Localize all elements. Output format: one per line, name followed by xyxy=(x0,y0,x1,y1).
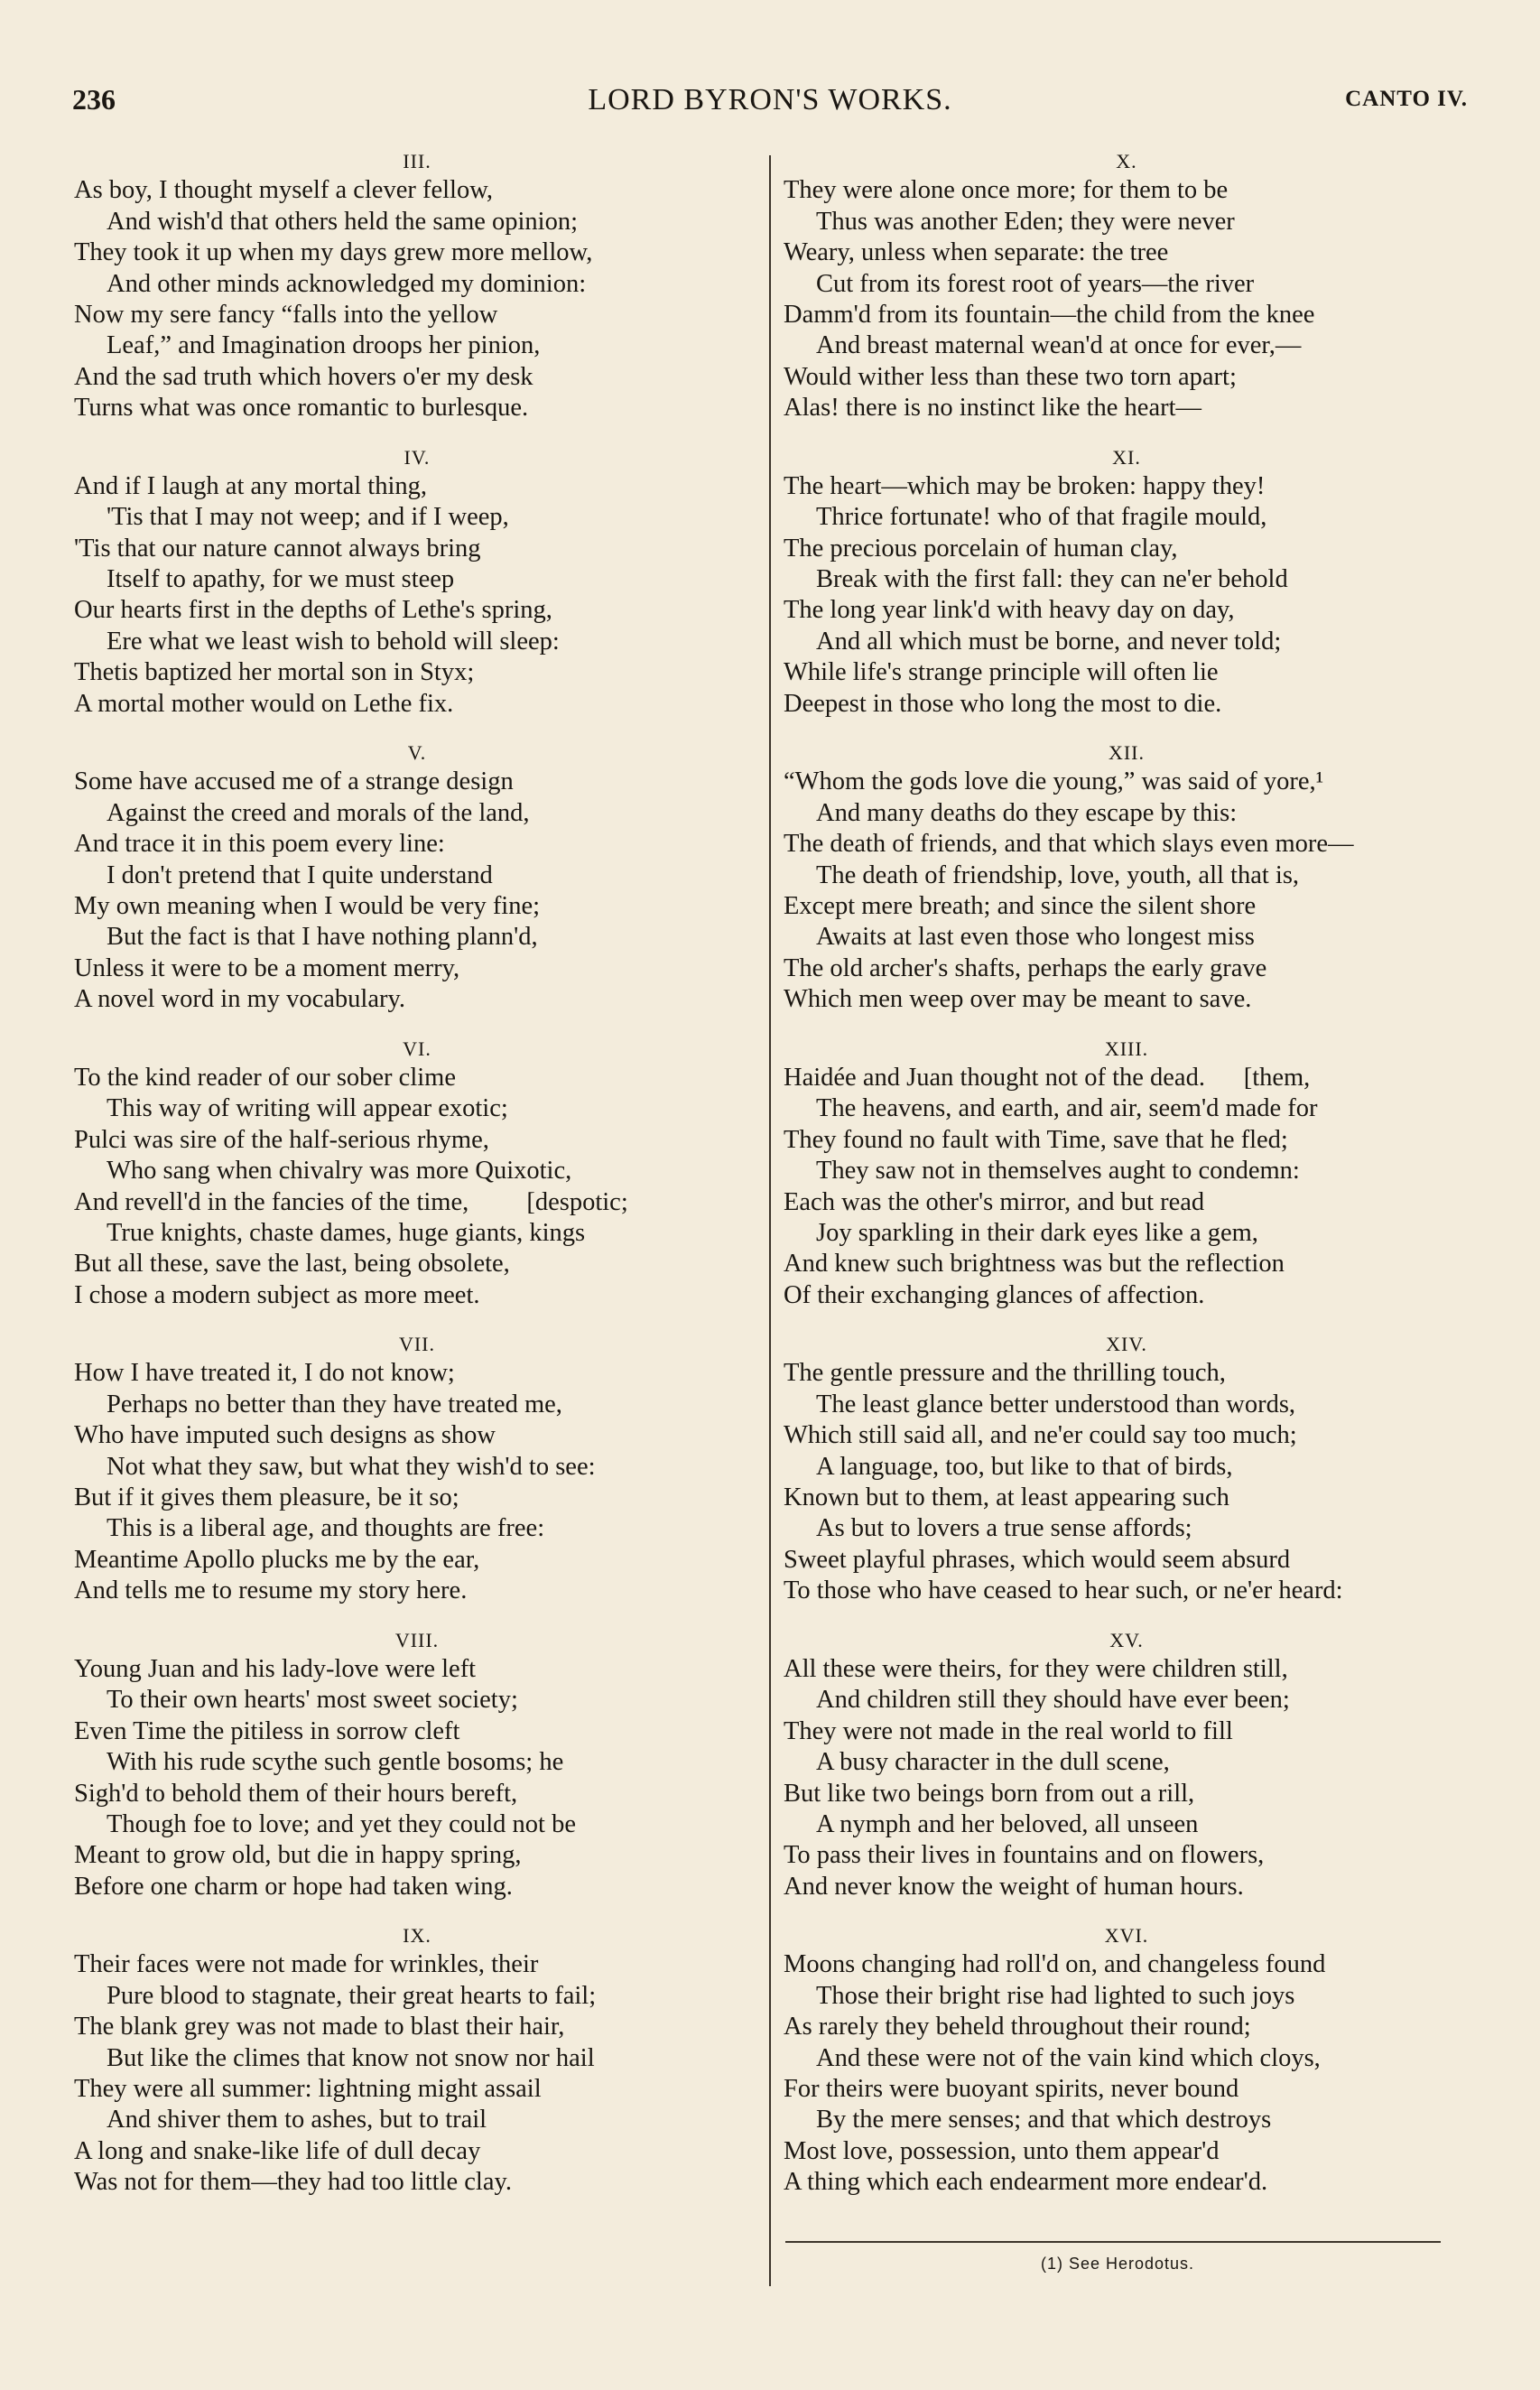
verse-line: The old archer's shafts, perhaps the early grave xyxy=(784,953,1267,982)
verse-line: Perhaps no better than they have treated me, xyxy=(107,1390,562,1418)
verse-line: And all which must be borne, and never told; xyxy=(816,627,1282,656)
canto-label: CANTO IV. xyxy=(1345,87,1468,111)
verse-line: Leaf,” and Imagination droops her pinion, xyxy=(107,331,541,360)
verse-line: They were not made in the real world to fill xyxy=(784,1716,1233,1745)
verse-line: All these were theirs, for they were children still, xyxy=(784,1654,1288,1683)
verse-line: Would wither less than these two torn apart; xyxy=(784,362,1237,391)
stanza-gap xyxy=(784,1902,1470,1919)
verse-line: Known but to them, at least appearing such xyxy=(784,1483,1229,1512)
verse-line: Not what they saw, but what they wish'd to see: xyxy=(107,1452,596,1481)
verse-line: I chose a modern subject as more meet. xyxy=(74,1280,480,1309)
verse-line: The death of friendship, love, youth, all that is, xyxy=(816,860,1300,889)
verse-line: Except mere breath; and since the silent shore xyxy=(784,891,1257,920)
stanza-gap xyxy=(784,424,1470,441)
verse-line: Joy sparkling in their dark eyes like a gem, xyxy=(816,1218,1258,1247)
verse-line: A mortal mother would on Lethe fix. xyxy=(74,689,454,718)
verse-line: As rarely they beheld throughout their round; xyxy=(784,2013,1251,2041)
verse-line: Thrice fortunate! who of that fragile mould, xyxy=(816,503,1267,532)
verse-line: A nymph and her beloved, all unseen xyxy=(816,1809,1199,1838)
verse-line: Which men weep over may be meant to save. xyxy=(784,985,1252,1014)
verse-line: And tells me to resume my story here. xyxy=(74,1576,468,1605)
stanza-number: X. xyxy=(1116,150,1137,172)
verse-line: Weary, unless when separate: the tree xyxy=(784,238,1169,267)
stanza xyxy=(784,1902,1470,2199)
stanza-gap xyxy=(74,1902,760,1919)
verse-line: The death of friends, and that which slays even more— xyxy=(784,830,1354,859)
stanza-gap xyxy=(74,1016,760,1032)
stanza-number: XV. xyxy=(1109,1628,1144,1651)
verse-line: Which still said all, and ne'er could say too much; xyxy=(784,1421,1297,1450)
verse-line: Who sang when chivalry was more Quixotic, xyxy=(107,1157,572,1186)
verse-line: Deepest in those who long the most to die. xyxy=(784,689,1222,718)
verse-line: I don't pretend that I quite understand xyxy=(107,860,493,889)
verse-line: And wish'd that others held the same opinion; xyxy=(107,207,579,236)
stanza-number: XVI. xyxy=(1104,1924,1149,1948)
verse-line: The precious porcelain of human clay, xyxy=(784,534,1178,563)
verse-line: Thus was another Eden; they were never xyxy=(816,207,1235,236)
footnote: (1) See Herodotus. xyxy=(1040,2255,1195,2273)
verse-line: Break with the first fall: they can ne'er behold xyxy=(816,565,1288,594)
verse-line: But like the climes that know not snow nor hail xyxy=(107,2043,595,2072)
verse-line: Awaits at last even those who longest miss xyxy=(816,923,1255,952)
verse-line: Most love, possession, unto them appear'd xyxy=(784,2136,1220,2165)
stanza xyxy=(74,720,760,1016)
stanza xyxy=(784,424,1470,721)
verse-line: But if it gives them pleasure, be it so; xyxy=(74,1483,459,1512)
verse-line: To the kind reader of our sober clime xyxy=(74,1063,456,1092)
verse-line: Pure blood to stagnate, their great hearts to fail; xyxy=(107,1981,597,2010)
verse-line: Of their exchanging glances of affection. xyxy=(784,1280,1205,1309)
stanza-number: V. xyxy=(407,741,427,765)
verse-line: “Whom the gods love die young,” was said of yore,¹ xyxy=(784,767,1324,796)
verse-line: Thetis baptized her mortal son in Styx; xyxy=(74,658,475,687)
running-header xyxy=(72,83,1468,128)
verse-line: As but to lovers a true sense affords; xyxy=(816,1514,1192,1543)
stanza-gap xyxy=(784,1607,1470,1623)
verse-line: Even Time the pitiless in sorrow cleft xyxy=(74,1716,460,1745)
verse-line: Against the creed and morals of the land, xyxy=(107,798,530,827)
verse-line: Cut from its forest root of years—the river xyxy=(816,269,1255,298)
verse-line: As boy, I thought myself a clever fellow, xyxy=(74,176,494,205)
verse-line: 'Tis that our nature cannot always bring xyxy=(74,534,481,563)
verse-line: But the fact is that I have nothing plann'd, xyxy=(107,923,538,952)
verse-line: But all these, save the last, being obsolete, xyxy=(74,1250,510,1279)
verse-line: And these were not of the vain kind which cloys, xyxy=(816,2043,1321,2072)
verse-line: Alas! there is no instinct like the heart— xyxy=(784,394,1201,423)
verse-line: And never know the weight of human hours. xyxy=(784,1872,1244,1901)
verse-line: And many deaths do they escape by this: xyxy=(816,798,1238,827)
stanza-gap xyxy=(784,1016,1470,1032)
stanza-number: XI. xyxy=(1112,445,1141,469)
verse-line: Damm'd from its fountain—the child from the knee xyxy=(784,300,1315,329)
verse-line: Was not for them—they had too little clay. xyxy=(74,2168,512,2197)
verse-line: By the mere senses; and that which destroys xyxy=(816,2106,1272,2134)
verse-line: To their own hearts' most sweet society; xyxy=(107,1686,518,1715)
verse-line: Some have accused me of a strange design xyxy=(74,767,514,796)
stanza-number: IX. xyxy=(403,1924,431,1948)
verse-line: The gentle pressure and the thrilling touch, xyxy=(784,1359,1226,1388)
stanza xyxy=(784,1016,1470,1312)
verse-line: Young Juan and his lady-love were left xyxy=(74,1654,477,1683)
verse-line: Our hearts first in the depths of Lethe's spring, xyxy=(74,596,552,625)
verse-line: With his rude scythe such gentle bosoms; he xyxy=(107,1748,564,1777)
verse-line: The blank grey was not made to blast their hair, xyxy=(74,2013,565,2041)
stanza xyxy=(784,144,1470,424)
verse-line: For theirs were buoyant spirits, never bound xyxy=(784,2075,1239,2104)
verse-line: A thing which each endearment more endear'd. xyxy=(784,2168,1268,2197)
verse-line: They were all summer: lightning might assail xyxy=(74,2075,542,2104)
verse-line: Ere what we least wish to behold will sleep: xyxy=(107,627,560,656)
verse-line: The long year link'd with heavy day on day, xyxy=(784,596,1235,625)
stanza-gap xyxy=(74,1311,760,1327)
verse-line: Before one charm or hope had taken wing. xyxy=(74,1872,513,1901)
verse-line: And the sad truth which hovers o'er my desk xyxy=(74,362,533,391)
verse-line: And trace it in this poem every line: xyxy=(74,830,445,859)
verse-line: They were alone once more; for them to be xyxy=(784,176,1229,205)
verse-line: And if I laugh at any mortal thing, xyxy=(74,471,427,500)
verse-line: Now my sere fancy “falls into the yellow xyxy=(74,300,498,329)
right-column xyxy=(784,144,1470,2199)
verse-line: And breast maternal wean'd at once for ever,— xyxy=(816,331,1302,360)
verse-line: Haidée and Juan thought not of the dead. [them, xyxy=(784,1063,1311,1092)
verse-line: And knew such brightness was but the reflection xyxy=(784,1250,1285,1279)
verse-line: And children still they should have ever been; xyxy=(816,1686,1290,1715)
verse-line: Those their bright rise had lighted to such joys xyxy=(816,1981,1295,2010)
verse-line: Their faces were not made for wrinkles, their xyxy=(74,1950,539,1979)
stanza xyxy=(74,1607,760,1903)
verse-line: But like two beings born from out a rill, xyxy=(784,1779,1195,1808)
verse-line: Meantime Apollo plucks me by the ear, xyxy=(74,1545,480,1574)
stanza xyxy=(74,1311,760,1607)
stanza-number: VIII. xyxy=(394,1628,440,1651)
stanza xyxy=(784,1607,1470,1903)
stanza xyxy=(784,1311,1470,1607)
verse-line: Turns what was once romantic to burlesque. xyxy=(74,394,529,423)
verse-line: Itself to apathy, for we must steep xyxy=(107,565,455,594)
verse-line: They saw not in themselves aught to condemn: xyxy=(816,1157,1300,1186)
footnote-rule xyxy=(785,2241,1441,2243)
stanza-gap xyxy=(74,720,760,736)
verse-line: Sigh'd to behold them of their hours bereft, xyxy=(74,1779,518,1808)
verse-line: The heart—which may be broken: happy they! xyxy=(784,471,1266,500)
stanza-number: XIII. xyxy=(1104,1037,1149,1060)
verse-line: Meant to grow old, but die in happy spring, xyxy=(74,1841,522,1870)
running-title: LORD BYRON'S WORKS. xyxy=(588,83,952,116)
verse-line: To pass their lives in fountains and on flowers, xyxy=(784,1841,1265,1870)
left-column xyxy=(74,144,760,2199)
verse-line: How I have treated it, I do not know; xyxy=(74,1359,455,1388)
stanza-gap xyxy=(784,720,1470,736)
verse-line: Though foe to love; and yet they could not be xyxy=(107,1809,576,1838)
verse-line: And shiver them to ashes, but to trail xyxy=(107,2106,487,2134)
verse-line: Unless it were to be a moment merry, xyxy=(74,953,460,982)
verse-line: To those who have ceased to hear such, or ne'er heard: xyxy=(784,1576,1343,1605)
verse-line: A language, too, but like to that of birds, xyxy=(816,1452,1233,1481)
verse-line: True knights, chaste dames, huge giants, kings xyxy=(107,1218,586,1247)
verse-line: Sweet playful phrases, which would seem absurd xyxy=(784,1545,1291,1574)
stanza-gap xyxy=(74,1607,760,1623)
stanza-number: VI. xyxy=(403,1037,431,1060)
stanza xyxy=(74,144,760,424)
verse-line: The least glance better understood than words, xyxy=(816,1390,1296,1418)
verse-line: Pulci was sire of the half-serious rhyme, xyxy=(74,1125,489,1154)
verse-line: Moons changing had roll'd on, and changeless found xyxy=(784,1950,1326,1979)
verse-line: Who have imputed such designs as show xyxy=(74,1421,496,1450)
verse-line: A long and snake-like life of dull decay xyxy=(74,2136,481,2165)
verse-line: This way of writing will appear exotic; xyxy=(107,1094,508,1123)
verse-line: 'Tis that I may not weep; and if I weep, xyxy=(107,503,509,532)
verse-line: A busy character in the dull scene, xyxy=(816,1748,1170,1777)
verse-line: While life's strange principle will often lie xyxy=(784,658,1219,687)
verse-line: My own meaning when I would be very fine; xyxy=(74,891,541,920)
verse-line: They took it up when my days grew more mellow, xyxy=(74,238,593,267)
verse-line: This is a liberal age, and thoughts are free: xyxy=(107,1514,545,1543)
column-divider xyxy=(769,155,771,2286)
stanza xyxy=(74,1016,760,1312)
stanza-gap xyxy=(74,424,760,441)
verse-line: And revell'd in the fancies of the time, [despotic; xyxy=(74,1187,628,1216)
stanza xyxy=(74,424,760,721)
stanza-number: VII. xyxy=(398,1333,436,1356)
verse-line: A novel word in my vocabulary. xyxy=(74,985,405,1014)
stanza-number: IV. xyxy=(404,445,431,469)
stanza xyxy=(74,1902,760,2199)
stanza xyxy=(784,720,1470,1016)
verse-line: Each was the other's mirror, and but read xyxy=(784,1187,1205,1216)
stanza-gap xyxy=(784,1311,1470,1327)
verse-line: And other minds acknowledged my dominion: xyxy=(107,269,587,298)
verse-line: They found no fault with Time, save that he fled; xyxy=(784,1125,1288,1154)
stanza-number: III. xyxy=(403,150,431,172)
stanza-number: XIV. xyxy=(1106,1333,1147,1356)
page-number: 236 xyxy=(72,83,116,116)
verse-line: The heavens, and earth, and air, seem'd made for xyxy=(816,1094,1318,1123)
stanza-number: XII. xyxy=(1108,741,1146,765)
